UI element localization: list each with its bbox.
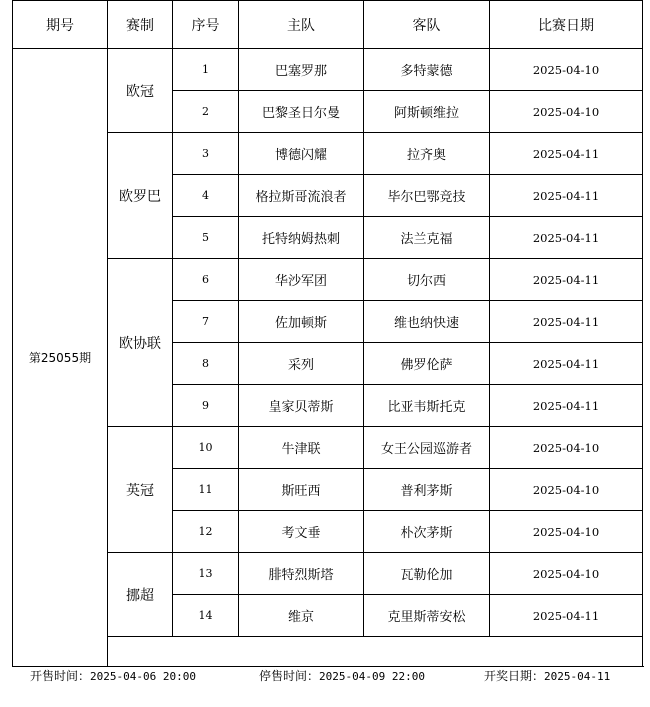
header-match-date: 比赛日期 bbox=[490, 1, 643, 49]
match-number: 7 bbox=[173, 301, 239, 343]
home-team: 格拉斯哥流浪者 bbox=[239, 175, 364, 217]
home-team: 腓特烈斯塔 bbox=[239, 553, 364, 595]
match-date: 2025-04-11 bbox=[490, 301, 643, 343]
match-date: 2025-04-11 bbox=[490, 175, 643, 217]
match-number: 14 bbox=[173, 595, 239, 637]
away-team: 女王公园巡游者 bbox=[364, 427, 490, 469]
match-number: 5 bbox=[173, 217, 239, 259]
away-team: 拉齐奥 bbox=[364, 133, 490, 175]
away-team: 佛罗伦萨 bbox=[364, 343, 490, 385]
match-date: 2025-04-11 bbox=[490, 595, 643, 637]
header-row bbox=[13, 1, 643, 49]
home-team: 巴塞罗那 bbox=[239, 49, 364, 91]
home-team: 托特纳姆热刺 bbox=[239, 217, 364, 259]
away-team: 毕尔巴鄂竞技 bbox=[364, 175, 490, 217]
away-team: 阿斯顿维拉 bbox=[364, 91, 490, 133]
home-team: 考文垂 bbox=[239, 511, 364, 553]
home-team: 巴黎圣日尔曼 bbox=[239, 91, 364, 133]
table-row bbox=[13, 49, 643, 91]
header-away-team: 客队 bbox=[364, 1, 490, 49]
match-date: 2025-04-10 bbox=[490, 91, 643, 133]
competition-cell: 欧协联 bbox=[108, 259, 173, 427]
match-number: 12 bbox=[173, 511, 239, 553]
match-number: 13 bbox=[173, 553, 239, 595]
away-team: 法兰克福 bbox=[364, 217, 490, 259]
match-date: 2025-04-11 bbox=[490, 385, 643, 427]
match-date: 2025-04-11 bbox=[490, 343, 643, 385]
competition-cell: 挪超 bbox=[108, 553, 173, 637]
header-number: 序号 bbox=[173, 1, 239, 49]
schedule-table bbox=[12, 0, 643, 667]
match-number: 10 bbox=[173, 427, 239, 469]
home-team: 佐加顿斯 bbox=[239, 301, 364, 343]
sale-end-info bbox=[259, 667, 425, 684]
competition-cell: 欧罗巴 bbox=[108, 133, 173, 259]
table-row bbox=[13, 427, 643, 469]
header-competition: 赛制 bbox=[108, 1, 173, 49]
header-period: 期号 bbox=[13, 1, 108, 49]
home-team: 维京 bbox=[239, 595, 364, 637]
home-team: 牛津联 bbox=[239, 427, 364, 469]
match-number: 2 bbox=[173, 91, 239, 133]
table-row bbox=[13, 553, 643, 595]
sale-start-label: 开售时间： bbox=[30, 669, 91, 683]
sale-end-value: 2025-04-09 22:00 bbox=[319, 670, 425, 683]
match-date: 2025-04-10 bbox=[490, 49, 643, 91]
match-date: 2025-04-10 bbox=[490, 553, 643, 595]
home-team: 博德闪耀 bbox=[239, 133, 364, 175]
away-team: 比亚韦斯托克 bbox=[364, 385, 490, 427]
competition-cell: 英冠 bbox=[108, 427, 173, 553]
away-team: 克里斯蒂安松 bbox=[364, 595, 490, 637]
competition-cell: 欧冠 bbox=[108, 49, 173, 133]
match-number: 3 bbox=[173, 133, 239, 175]
sale-info-footer bbox=[12, 660, 642, 690]
match-date: 2025-04-10 bbox=[490, 427, 643, 469]
table-row bbox=[13, 259, 643, 301]
match-date: 2025-04-10 bbox=[490, 511, 643, 553]
match-number: 4 bbox=[173, 175, 239, 217]
sale-end-label: 停售时间： bbox=[259, 669, 320, 683]
away-team: 多特蒙德 bbox=[364, 49, 490, 91]
away-team: 朴次茅斯 bbox=[364, 511, 490, 553]
home-team: 斯旺西 bbox=[239, 469, 364, 511]
away-team: 普利茅斯 bbox=[364, 469, 490, 511]
draw-date-info bbox=[484, 667, 610, 684]
home-team: 采列 bbox=[239, 343, 364, 385]
table-row bbox=[13, 133, 643, 175]
match-number: 6 bbox=[173, 259, 239, 301]
away-team: 维也纳快速 bbox=[364, 301, 490, 343]
match-date: 2025-04-11 bbox=[490, 259, 643, 301]
home-team: 华沙军团 bbox=[239, 259, 364, 301]
match-date: 2025-04-11 bbox=[490, 133, 643, 175]
match-date: 2025-04-11 bbox=[490, 217, 643, 259]
match-number: 9 bbox=[173, 385, 239, 427]
match-date: 2025-04-10 bbox=[490, 469, 643, 511]
away-team: 瓦勒伦加 bbox=[364, 553, 490, 595]
draw-date-label: 开奖日期： bbox=[484, 669, 545, 683]
away-team: 切尔西 bbox=[364, 259, 490, 301]
sale-start-info bbox=[30, 667, 196, 684]
header-home-team: 主队 bbox=[239, 1, 364, 49]
match-number: 11 bbox=[173, 469, 239, 511]
draw-date-value: 2025-04-11 bbox=[544, 670, 611, 683]
home-team: 皇家贝蒂斯 bbox=[239, 385, 364, 427]
match-number: 8 bbox=[173, 343, 239, 385]
sale-start-value: 2025-04-06 20:00 bbox=[90, 670, 196, 683]
match-number: 1 bbox=[173, 49, 239, 91]
period-cell: 第25055期 bbox=[13, 49, 108, 667]
